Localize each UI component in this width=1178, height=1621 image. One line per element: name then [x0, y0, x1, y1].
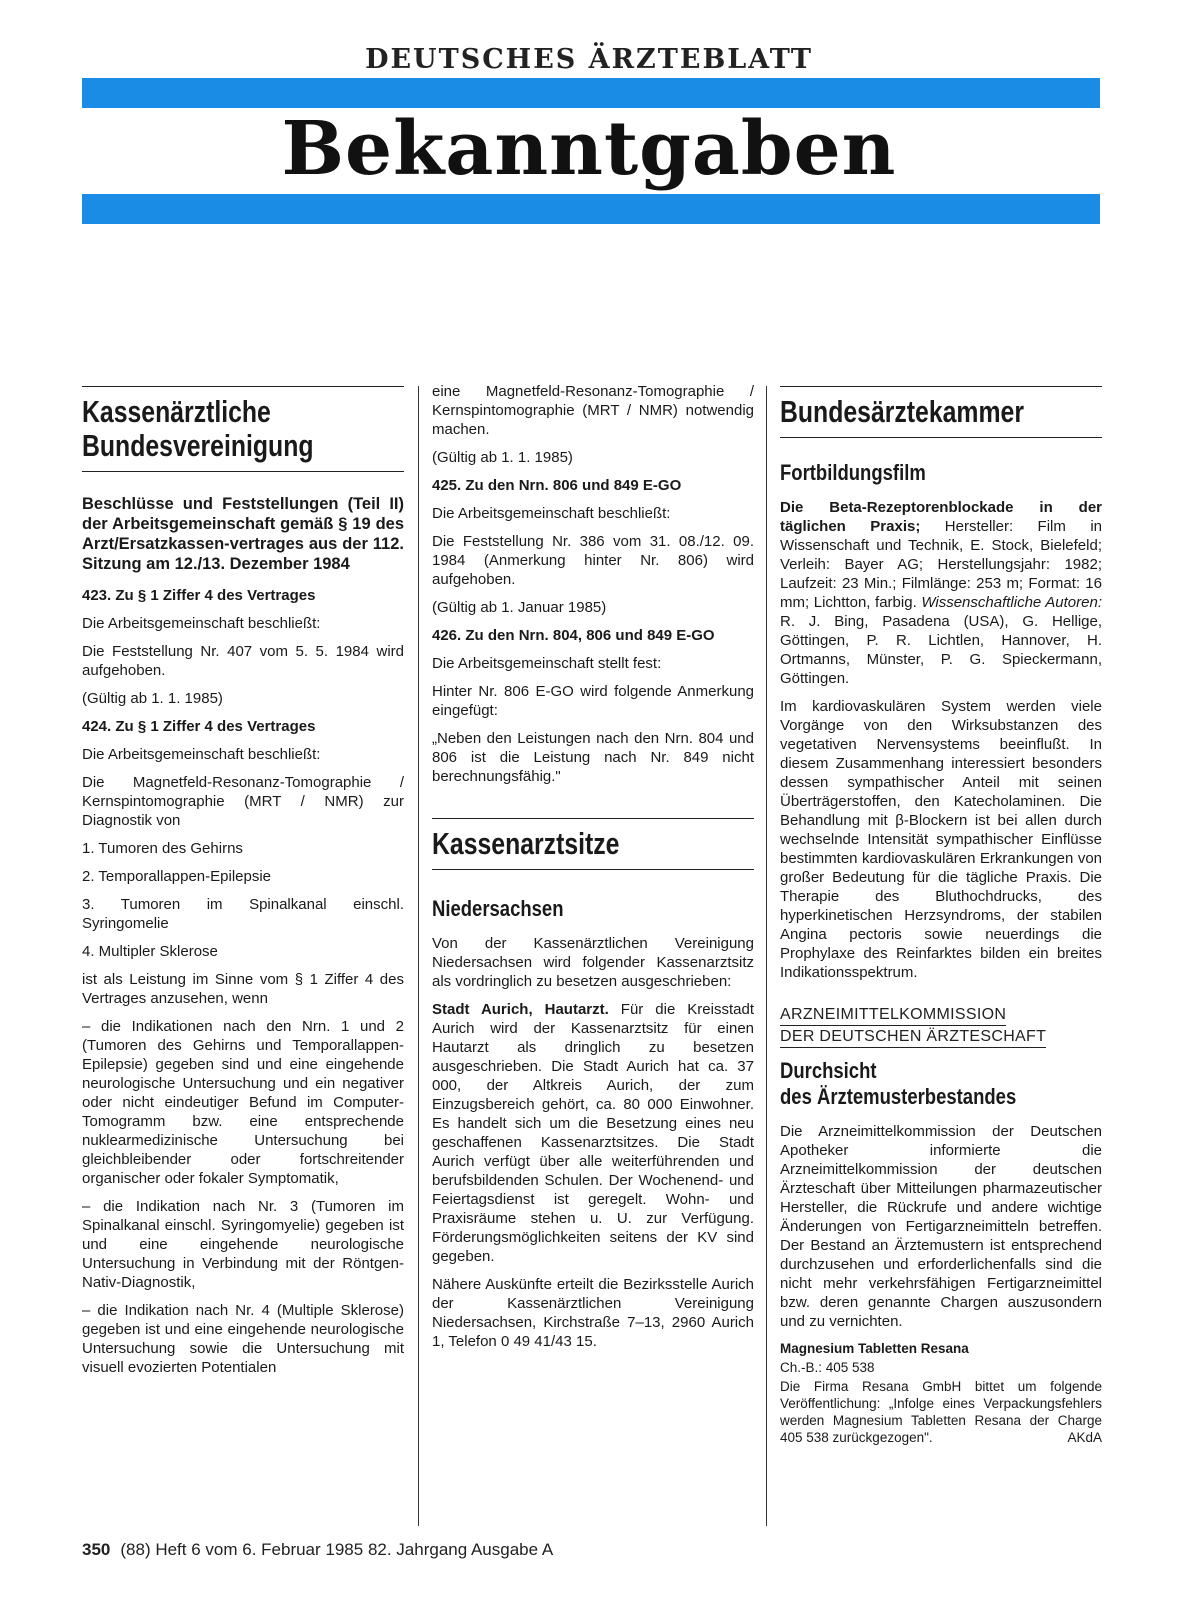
item-heading-425: 425. Zu den Nrn. 806 und 849 E-GO [432, 477, 682, 494]
paragraph: Von der Kassenärztlichen Vereinigung Niedersachsen wird folgender Kassenarztsitz als vordringlich zu besetzen ausgeschrieben: [432, 935, 754, 990]
column-3 [780, 386, 1102, 1448]
subsection-title-niedersachsen: Niedersachsen [432, 896, 564, 921]
paragraph: Die Arzneimittelkommission der Deutschen Apotheker informierte die Arzneimittelkommission der deutschen Ärzteschaft über Mitteilungen pharmazeutischer Hersteller, die Rückrufe und andere wichtige Änderungen von Fertigarzneimitteln betreffen. Der Bestand an Ärztemustern ist entsprechend durchzusehen und erforderlichenfalls sind die nicht mehr verkehrsfähigen Fertigarzneimittel bzw. deren genannte Chargen auszusondern und zu vernichten. [780, 1123, 1102, 1330]
section-rule [82, 386, 404, 387]
section-rule [432, 869, 754, 870]
kicker-akda: ARZNEIMITTELKOMMISSION DER DEUTSCHEN ÄRZTESCHAFT [780, 1004, 1102, 1048]
paragraph: (Gültig ab 1. 1. 1985) [82, 690, 223, 707]
section-rule [432, 818, 754, 819]
list-item: 3. Tumoren im Spinalkanal einschl. Syringomelie [82, 896, 404, 932]
item-heading-424: 424. Zu § 1 Ziffer 4 des Vertrages [82, 718, 316, 735]
paragraph: Im kardiovaskulären System werden viele Vorgänge von den Wirksubstanzen des vegetativen Nervensystems beeinflußt. In diesem Zusammenhang interessiert besonders dessen sympathischer Anteil mit seinen Überträgerstoffen, den Katecholaminen. Die Behandlung mit β-Blockern ist bei allen durch wechselnde Intensität sympathischer Einflüsse bestimmten kardiovaskulären Erkrankungen von großer Bedeutung für die tägliche Praxis. Die Therapie des Bluthochdrucks, des hyperkinetischen Herzsyndroms, der stabilen Angina pectoris sowie neuerdings die Prophylaxe des Reinfarktes bilden ein breites Indikationsspektrum. [780, 698, 1102, 981]
column-divider [418, 386, 419, 1526]
section-rule [82, 471, 404, 472]
paragraph: Die Arbeitsgemeinschaft beschließt: [82, 746, 321, 763]
section-title-baek: Bundesärztekammer [780, 394, 1024, 429]
item-heading-426: 426. Zu den Nrn. 804, 806 und 849 E-GO [432, 627, 715, 644]
page-title: Bekanntgaben [281, 106, 897, 192]
paragraph: – die Indikation nach Nr. 3 (Tumoren im Spinalkanal einschl. Syringomyelie) gegeben ist und eine eingehende neurologische Untersuchung in Verbindung mit der Röntgen-Nativ-Diagnostik, [82, 1198, 404, 1291]
paragraph: – die Indikationen nach den Nrn. 1 und 2 (Tumoren des Gehirns und Temporallappen-Epilepsie) gegeben sind und eine eingehende neurologische Untersuchung und ein negativer oder nicht eindeutiger Befund im Computer-Tomogramm bzw. eine entsprechende nuklearmedizinische Untersuchung bei gleichbleibender oder fortschreitender organischer oder fokaler Symptomatik, [82, 1018, 404, 1187]
intro-text: Beschlüsse und Feststellungen (Teil II) der Arbeitsgemeinschaft gemäß § 19 des Arzt/Ersatzkassen-vertrages aus der 112. Sitzung am 12./13. Dezember 1984 [82, 495, 404, 573]
paragraph: Stadt Aurich, Hautarzt. Für die Kreisstadt Aurich wird der Kassenarztsitz für einen Hautarzt als dringlich zu besetzen ausgeschrieben. Die Stadt Aurich hat ca. 37 000, der Altkreis Aurich, der zum Einzugsbereich gehört, ca. 80 000 Einwohner. Es handelt sich um die Besetzung eines neu geschaffenen Kassenarztsitzes. Die Stadt Aurich verfügt über alle weiterführenden und berufsbildenden Schulen. Der Wochenend- und Feiertagsdienst ist geregelt. Wohn- und Praxisräume stehen u. U. zur Verfügung. Förderungsmöglichkeiten seitens der KV sind gegeben. [432, 1001, 754, 1265]
paragraph: – die Indikation nach Nr. 4 (Multiple Sklerose) gegeben ist und eine eingehende neurologische Untersuchung sowie die Untersuchung mit visuell evozierten Potentialen [82, 1302, 404, 1376]
paragraph: Hinter Nr. 806 E-GO wird folgende Anmerkung eingefügt: [432, 683, 754, 719]
section-title-kbv: Kassenärztliche Bundesvereinigung [82, 394, 314, 463]
paragraph: Die Feststellung Nr. 407 vom 5. 5. 1984 wird aufgehoben. [82, 643, 404, 679]
paragraph: „Neben den Leistungen nach den Nrn. 804 und 806 ist die Leistung nach Nr. 849 nicht berechnungsfähig." [432, 730, 754, 785]
column-divider [766, 386, 767, 1526]
column-2 [432, 382, 754, 1360]
list-item: 2. Temporallappen-Epilepsie [82, 868, 272, 885]
section-title-durchsicht: Durchsicht des Ärztemusterbestandes [780, 1058, 1017, 1109]
blue-band-bottom [82, 194, 1100, 224]
subsection-title-fortbildungsfilm: Fortbildungsfilm [780, 460, 926, 485]
paragraph: (Gültig ab 1. 1. 1985) [432, 449, 573, 466]
page-footer [82, 1540, 553, 1560]
product-name: Magnesium Tabletten Resana [780, 1341, 969, 1356]
charge-number: Ch.-B.: 405 538 [780, 1360, 875, 1375]
paragraph: Die Arbeitsgemeinschaft stellt fest: [432, 655, 662, 672]
section-title-kassenarztsitze: Kassenarztsitze [432, 826, 620, 861]
section-rule [780, 437, 1102, 438]
paragraph: eine Magnetfeld-Resonanz-Tomographie / Kernspintomographie (MRT / NMR) notwendig machen. [432, 383, 754, 438]
list-item: 1. Tumoren des Gehirns [82, 840, 243, 857]
masthead: DEUTSCHES ÄRZTEBLATT [365, 44, 813, 75]
issue-info: (88) Heft 6 vom 6. Februar 1985 82. Jahrgang Ausgabe A [120, 1540, 554, 1559]
paragraph: Die Arbeitsgemeinschaft beschließt: [82, 615, 321, 632]
paragraph: Nähere Auskünfte erteilt die Bezirksstelle Aurich der Kassenärztlichen Vereinigung Niedersachsen, Kirchstraße 7–13, 2960 Aurich 1, Telefon 0 49 41/43 15. [432, 1276, 754, 1350]
paragraph: Die Feststellung Nr. 386 vom 31. 08./12. 09. 1984 (Anmerkung hinter Nr. 806) wird aufgehoben. [432, 533, 754, 588]
paragraph: Die Arbeitsgemeinschaft beschließt: [432, 505, 671, 522]
paragraph: Die Firma Resana GmbH bittet um folgende Veröffentlichung: „Infolge eines Verpackungsfehlers werden Magnesium Tabletten Resana der Charge 405 538 zurückgezogen". AKdA [780, 1379, 1102, 1445]
column-1 [82, 386, 404, 1386]
paragraph: Die Magnetfeld-Resonanz-Tomographie / Kernspintomographie (MRT / NMR) zur Diagnostik von [82, 774, 404, 829]
paragraph: (Gültig ab 1. Januar 1985) [432, 599, 607, 616]
section-rule [780, 386, 1102, 387]
signature: AKdA [1067, 1430, 1102, 1445]
list-item: 4. Multipler Sklerose [82, 943, 218, 960]
film-description: Die Beta-Rezeptorenblockade in der täglichen Praxis; Hersteller: Film in Wissenschaft und Technik, E. Stock, Bielefeld; Verleih: Bayer AG; Herstellungsjahr: 1982; Laufzeit: 23 Min.; Filmlänge: 253 m; Format: 16 mm; Lichtton, farbig. Wissenschaftliche Autoren: R. J. Bing, Pasadena (USA), G. Hellige, Göttingen, P. R. Lichtlen, Hannover, H. Ortmanns, Münster, P. G. Spieckermann, Göttingen. [780, 499, 1102, 687]
page-number: 350 [82, 1540, 111, 1559]
item-heading-423: 423. Zu § 1 Ziffer 4 des Vertrages [82, 587, 316, 604]
paragraph: ist als Leistung im Sinne vom § 1 Ziffer 4 des Vertrages anzusehen, wenn [82, 971, 404, 1007]
